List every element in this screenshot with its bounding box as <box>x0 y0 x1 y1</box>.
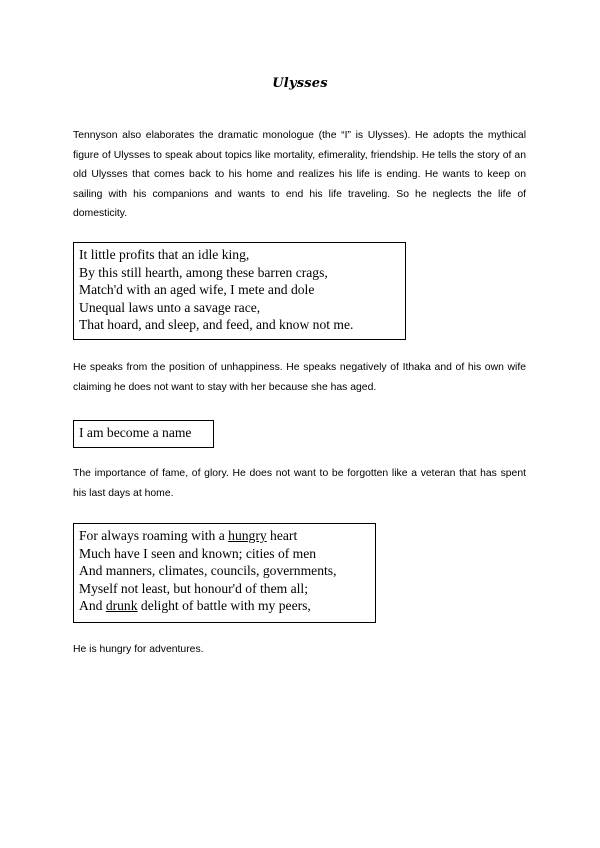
quote-line: And manners, climates, councils, governments, <box>79 563 337 578</box>
page-title: Ulysses <box>272 76 328 91</box>
quote-line: I am become a name <box>79 425 192 440</box>
quote-line: Much have I seen and known; cities of men <box>79 545 317 561</box>
intro-paragraph: Tennyson also elaborates the dramatic monologue (the “I” is Ulysses). He adopts the mythical figure of Ulysses to speak about topics like mortality, efimerality, friendship. He tells the story of an old Ulysses that comes back to his home and realizes his life is ending. He wants to keep on sailing with his companions and wants to end his life traveling. So he neglects the life of domesticity. <box>73 130 526 219</box>
quote-line: For always roaming with a hungry heart <box>79 528 298 543</box>
quote-box-1 <box>73 242 406 340</box>
quote-line: Myself not least, but honour'd of them all; <box>79 580 308 596</box>
underlined-word: hungry <box>228 528 267 543</box>
quote-line: That hoard, and sleep, and feed, and know not me. <box>79 317 354 332</box>
quote-line: Unequal laws unto a savage race, <box>79 299 261 315</box>
quote-line: It little profits that an idle king, <box>79 247 250 262</box>
comment-paragraph-3: He is hungry for adventures. <box>73 644 204 655</box>
quote-line: Match'd with an aged wife, I mete and dole <box>79 282 315 297</box>
quote-box-2 <box>73 420 214 448</box>
comment-paragraph-1: He speaks from the position of unhappiness. He speaks negatively of Ithaka and of his own wife claiming he does not want to stay with her because she has aged. <box>73 362 526 393</box>
quote-box-3 <box>73 523 376 623</box>
quote-line: And drunk delight of battle with my peers, <box>79 598 311 613</box>
comment-paragraph-2: The importance of fame, of glory. He does not want to be forgotten like a veteran that has spent his last days at home. <box>73 468 526 499</box>
quote-line: By this still hearth, among these barren crags, <box>79 264 328 280</box>
underlined-word: drunk <box>105 598 138 613</box>
